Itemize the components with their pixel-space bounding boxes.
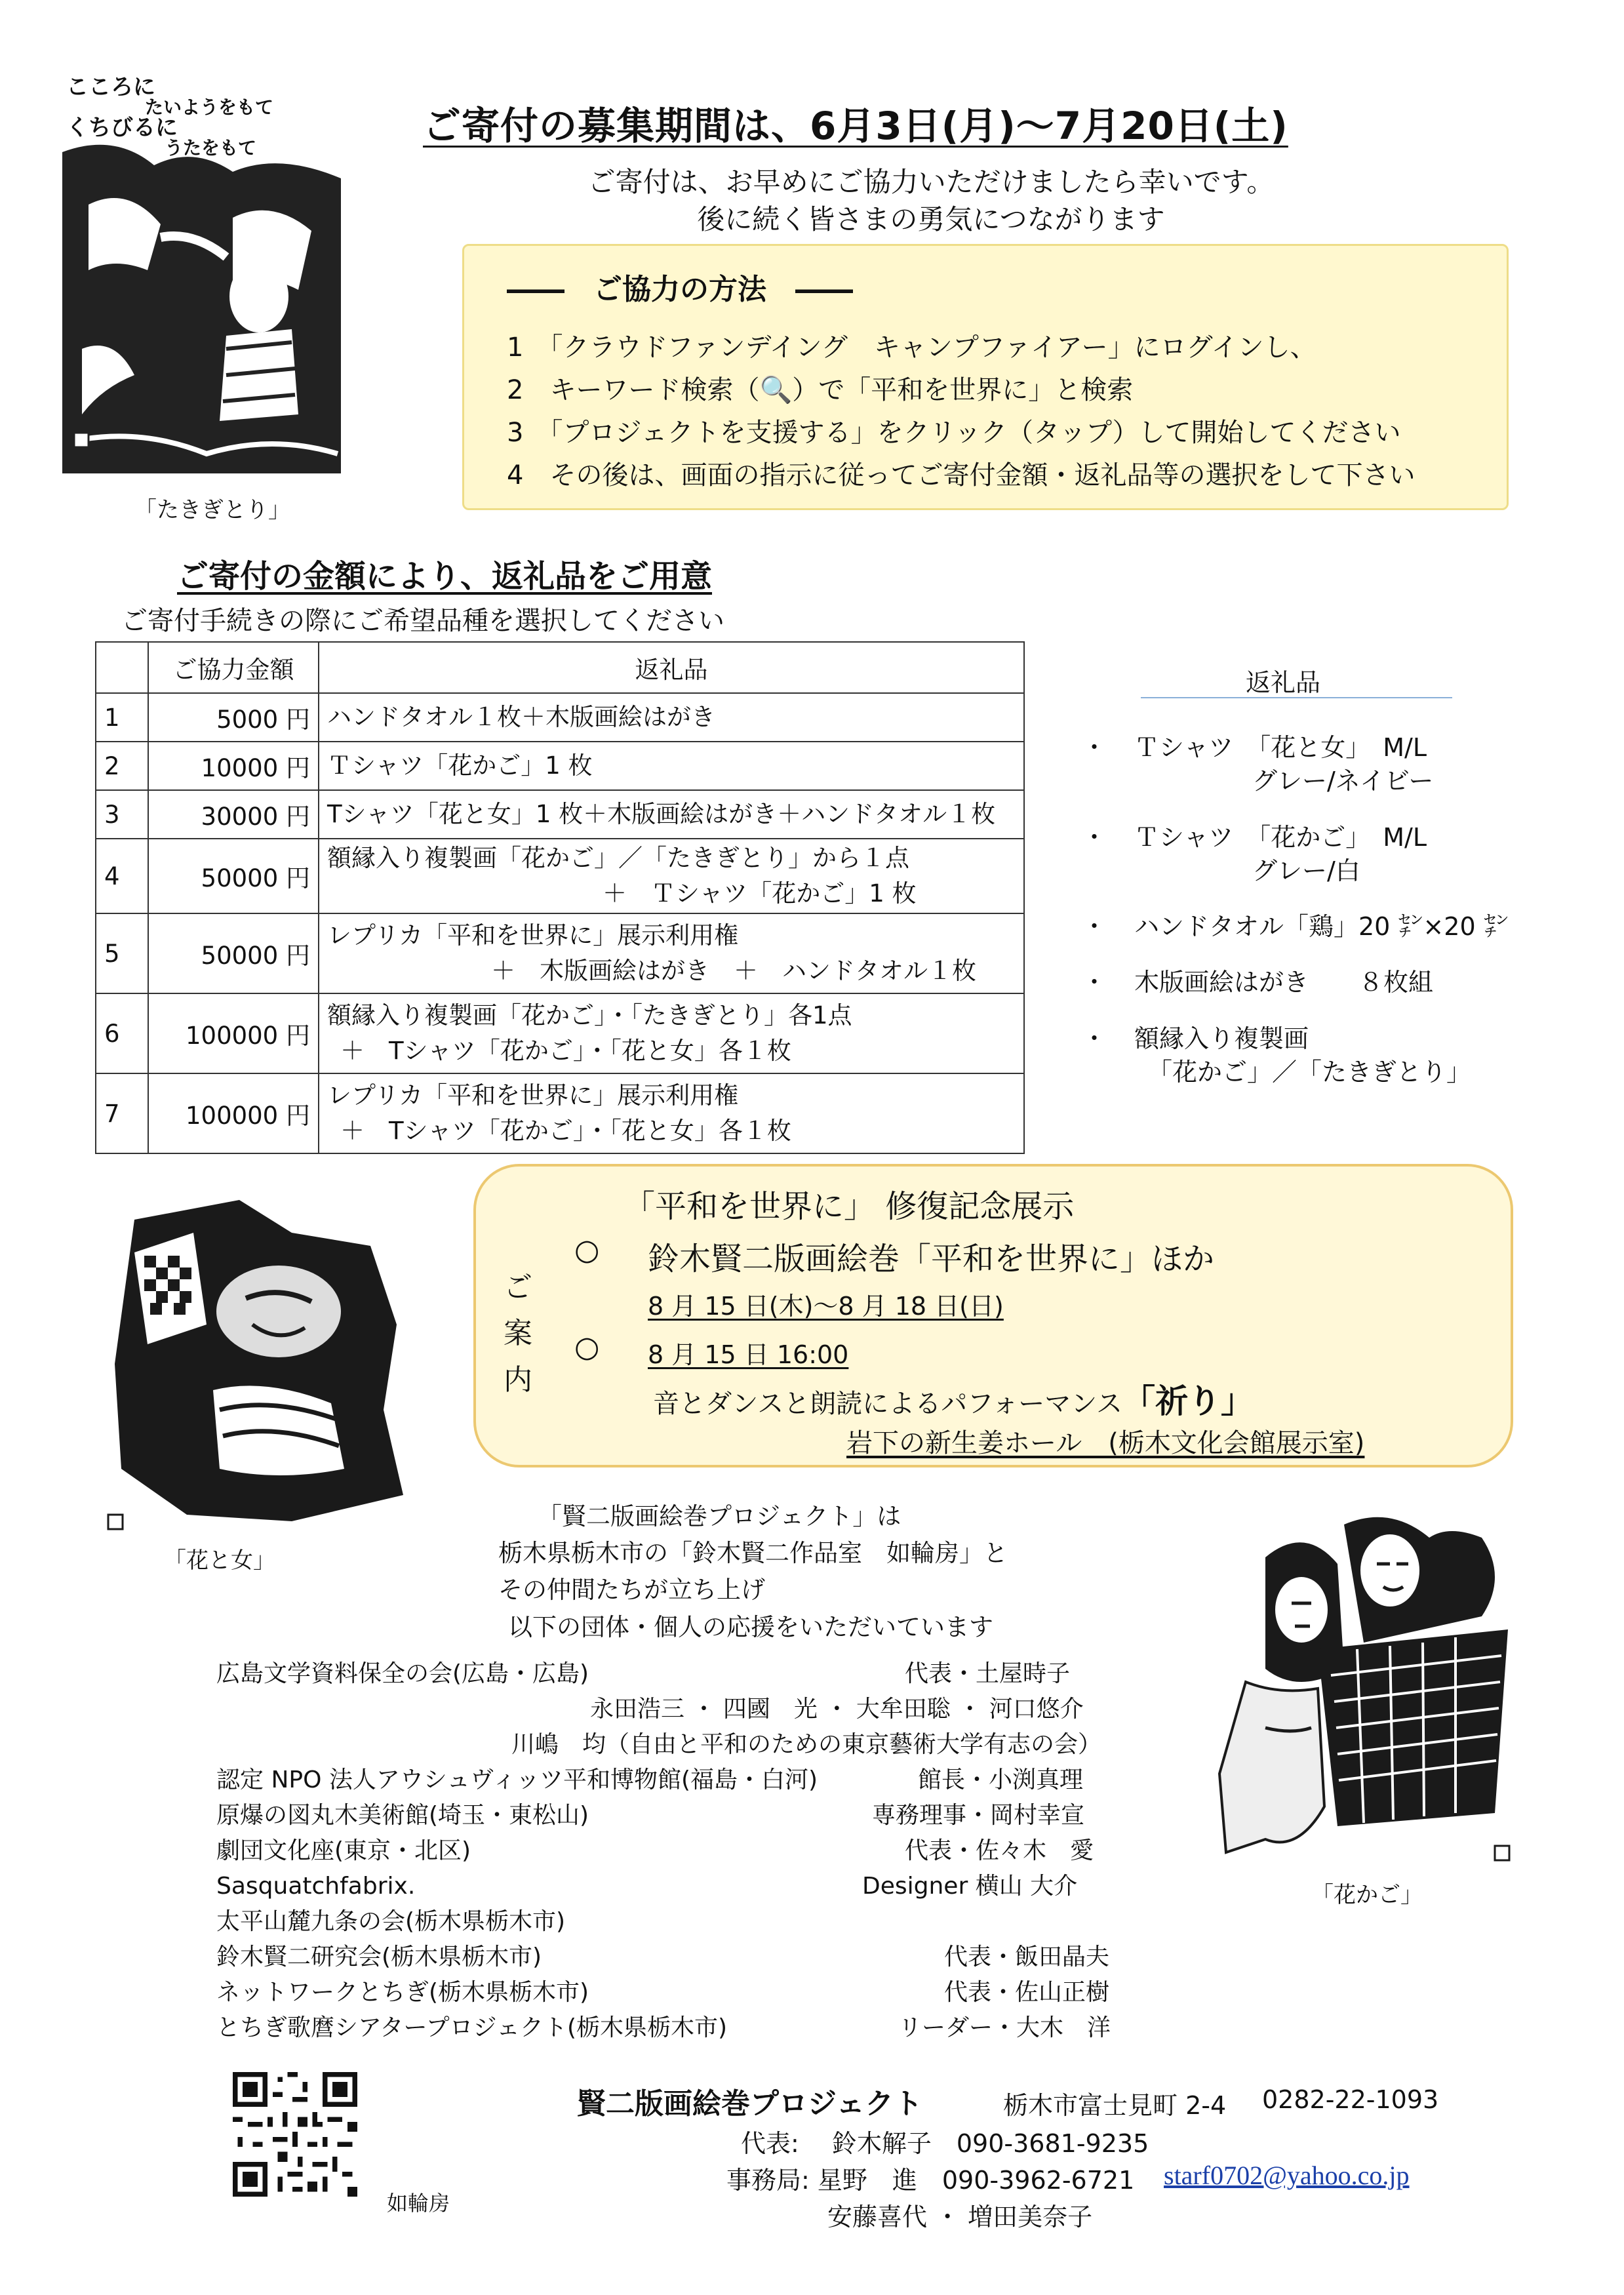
qr-caption: 如輪房	[387, 2191, 450, 2216]
supporter-name: 認定 NPO 法人アウシュヴィッツ平和博物館(福島・白河)	[216, 1766, 818, 1793]
row-gift-line-2: ＋ 木版画絵はがき ＋ ハンドタオル１枚	[491, 957, 976, 985]
row-gift	[319, 913, 1024, 993]
supporter-name: 川嶋 均（自由と平和のための東京藝術大学有志の会）	[511, 1731, 1102, 1758]
exhibition-box	[473, 1164, 1513, 1467]
exhibition-bullet-2: ○	[574, 1330, 600, 1364]
row-gift-line-1: Ｔシャツ「花かご」1 枚	[327, 751, 593, 780]
list-item	[1082, 910, 1509, 944]
footer-staff: 安藤喜代 ・ 増田美奈子	[827, 2203, 1093, 2231]
table-row	[96, 790, 1024, 839]
list-item	[1082, 1022, 1509, 1090]
intro-line-4: 以下の団体・個人の応援をいただいています	[508, 1612, 993, 1641]
table-row	[96, 993, 1024, 1073]
intro-line-2: 栃木県栃木市の「鈴木賢二作品室 如輪房」と	[498, 1539, 1008, 1568]
row-gift-line-2: ＋ Tシャツ「花かご」・「花と女」各１枚	[340, 1037, 791, 1065]
caption-hanakago: 「花かご」	[1311, 1882, 1423, 1908]
list-item-line-2: グレー/ネイビー	[1252, 767, 1434, 796]
row-gift	[319, 693, 1024, 742]
side-heading-rule	[1141, 697, 1452, 698]
supporter-name: 鈴木賢二研究会(栃木県栃木市)	[216, 1944, 542, 1970]
supporter-rep: 代表・土屋時子	[905, 1660, 1071, 1687]
row-gift-line-1: 額縁入り複製画「花かご」・「たきぎとり」各1点	[327, 1001, 852, 1030]
list-item-line-2: 「花かご」／「たきぎとり」	[1147, 1058, 1472, 1087]
supporter-name: 劇団文化座(東京・北区)	[216, 1837, 471, 1864]
caption-hana-to-onna: 「花と女」	[164, 1547, 275, 1574]
row-no: 6	[96, 993, 148, 1073]
row-gift-line-1: レプリカ「平和を世界に」展示利用権	[327, 921, 739, 950]
row-no: 7	[96, 1073, 148, 1153]
table-header-row	[96, 642, 1024, 693]
list-item-line-1: 木版画絵はがき ８枚組	[1134, 968, 1434, 997]
supporter-rep: 専務理事・岡村幸宣	[872, 1802, 1085, 1829]
supporter-name: ネットワークとちぎ(栃木県栃木市)	[216, 1979, 589, 2006]
caption-takigidori: 「たきぎとり」	[134, 497, 290, 523]
row-gift-line-1: 額縁入り複製画「花かご」／「たきぎとり」から１点	[327, 844, 909, 873]
supporter-name: 原爆の図丸木美術館(埼玉・東松山)	[216, 1802, 589, 1829]
row-gift	[319, 742, 1024, 790]
woodcut-takigidori	[62, 73, 341, 473]
row-gift	[319, 1073, 1024, 1153]
qr-code	[233, 2072, 357, 2197]
exhibition-title: 「平和を世界に」 修復記念展示	[624, 1188, 1075, 1225]
list-item-line-1: Ｔシャツ 「花かご」 M/L	[1134, 822, 1427, 852]
footer-rep: 代表: 鈴木解子 090-3681-9235	[741, 2129, 1149, 2158]
woodcut-hanakago	[1167, 1498, 1534, 1879]
supporter-rep: 代表・佐々木 愛	[905, 1837, 1094, 1864]
row-no: 5	[96, 913, 148, 993]
side-list	[1082, 731, 1509, 1111]
subtitle-line-1: ご寄付は、お早めにご協力いただけましたら幸いです。	[587, 166, 1275, 198]
footer-address: 栃木市富士見町 2-4	[1003, 2091, 1227, 2120]
supporter-rep: 代表・佐山正樹	[944, 1979, 1110, 2006]
row-no: 4	[96, 839, 148, 913]
page-title: ご寄付の募集期間は、6月3日(月)～7月20日(土)	[423, 104, 1288, 148]
supporter-name: 広島文学資料保全の会(広島・広島)	[216, 1660, 589, 1687]
supporter-rep: 代表・飯田晶夫	[944, 1944, 1110, 1970]
footer-office: 事務局: 星野 進 090-3962-6721	[726, 2166, 1135, 2195]
footer-phone: 0282-22-1093	[1262, 2085, 1439, 2114]
list-item-line-2: グレー/白	[1252, 856, 1360, 885]
header-gift: 返礼品	[319, 642, 1024, 693]
table-row	[96, 693, 1024, 742]
list-item-line-1: ハンドタオル「鶏」20 ㌢×20 ㌢	[1134, 912, 1509, 942]
side-label-3: 内	[504, 1363, 532, 1397]
row-gift-line-2: ＋ Tシャツ「花かご」・「花と女」各１枚	[340, 1117, 791, 1145]
supporter-rep: リーダー・大木 洋	[898, 2014, 1111, 2041]
exhibition-venue: 岩下の新生姜ホール (栃木文化会館展示室)	[846, 1428, 1365, 1458]
table-row	[96, 742, 1024, 790]
project-intro	[498, 1498, 1008, 1646]
footer-email[interactable]: starf0702@yahoo.co.jp	[1164, 2161, 1410, 2190]
row-amount: 50000 円	[148, 913, 319, 993]
side-label-2: 案	[504, 1317, 532, 1351]
method-step-2: 2 キーワード検索（🔍）で「平和を世界に」と検索	[507, 375, 1134, 405]
supporter-name: Sasquatchfabrix.	[216, 1873, 416, 1900]
exhibition-item-2-desc-b: 「祈り」	[1122, 1382, 1254, 1420]
exhibition-item-1: 鈴木賢二版画絵巻「平和を世界に」ほか	[648, 1241, 1215, 1277]
row-no: 1	[96, 693, 148, 742]
side-label-1: ご	[504, 1271, 532, 1304]
gifts-subtitle: ご寄付手続きの際にご希望品種を選択してください	[121, 606, 724, 636]
supporter-name: 太平山麓九条の会(栃木県栃木市)	[216, 1908, 566, 1935]
side-heading: 返礼品	[1246, 668, 1321, 697]
row-amount: 30000 円	[148, 790, 319, 839]
list-item	[1082, 966, 1509, 999]
table-row	[96, 1073, 1024, 1153]
qr-code-graphic	[233, 2072, 357, 2197]
method-box	[462, 244, 1509, 510]
table-row	[96, 913, 1024, 993]
exhibition-item-1-date: 8 月 15 日(木)～8 月 18 日(日)	[648, 1292, 1004, 1321]
footer-org: 賢二版画絵巻プロジェクト	[577, 2087, 923, 2121]
poem-line-3: くちびるに	[66, 115, 178, 141]
list-item	[1082, 731, 1509, 799]
row-amount: 5000 円	[148, 693, 319, 742]
exhibition-bullet-1: ○	[574, 1233, 600, 1267]
header-no	[96, 642, 148, 693]
row-gift-line-2: ＋ Ｔシャツ「花かご」1 枚	[603, 879, 917, 908]
row-gift	[319, 993, 1024, 1073]
gifts-title: ご寄付の金額により、返礼品をご用意	[177, 558, 713, 595]
woodcut-hana-to-onna-art	[95, 1193, 413, 1534]
exhibition-item-2-desc-a: 音とダンスと朗読によるパフォーマンス	[653, 1389, 1122, 1419]
row-no: 3	[96, 790, 148, 839]
row-gift-line-1: Tシャツ「花と女」1 枚＋木版画絵はがき＋ハンドタオル１枚	[327, 800, 996, 829]
gifts-table	[95, 641, 1025, 1154]
table-row	[96, 839, 1024, 913]
method-step-4: 4 その後は、画面の指示に従ってご寄付金額・返礼品等の選択をして下さい	[507, 460, 1416, 490]
exhibition-item-2-date: 8 月 15 日 16:00	[648, 1340, 849, 1369]
method-heading: ―― ご協力の方法 ――	[507, 273, 853, 306]
woodcut-hanakago-art	[1167, 1498, 1534, 1879]
supporter-name: 永田浩三 ・ 四國 光 ・ 大牟田聡 ・ 河口悠介	[590, 1696, 1084, 1723]
subtitle-line-2: 後に続く皆さまの勇気につながります	[697, 203, 1165, 235]
row-amount: 50000 円	[148, 839, 319, 913]
row-gift	[319, 839, 1024, 913]
list-item-line-1: 額縁入り複製画	[1134, 1024, 1309, 1053]
exhibition-item-2-desc	[653, 1375, 1254, 1422]
method-step-3: 3 「プロジェクトを支援する」をクリック（タップ）して開始してください	[507, 418, 1401, 448]
row-gift	[319, 790, 1024, 839]
list-item-line-1: Ｔシャツ 「花と女」 M/L	[1134, 733, 1427, 762]
list-item	[1082, 821, 1509, 888]
row-amount: 10000 円	[148, 742, 319, 790]
subtitle	[472, 164, 1390, 238]
method-step-1: 1 「クラウドファンデイング キャンプファイアー」にログインし、	[507, 332, 1317, 363]
poem-line-4: うたをもて	[165, 137, 257, 159]
supporter-name: とちぎ歌麿シアタープロジェクト(栃木県栃木市)	[216, 2014, 728, 2041]
exhibition-side-label	[504, 1265, 532, 1403]
row-gift-line-1: ハンドタオル１枚＋木版画絵はがき	[327, 703, 715, 732]
supporter-rep: Designer 横山 大介	[862, 1873, 1078, 1900]
poem-line-2: たいようをもて	[145, 96, 274, 118]
header-amount: ご協力金額	[148, 642, 319, 693]
poem-line-1: こころに	[66, 74, 155, 100]
supporter-rep: 館長・小渕真理	[918, 1766, 1084, 1793]
intro-line-3: その仲間たちが立ち上げ	[498, 1576, 765, 1605]
woodcut-poem	[66, 76, 273, 157]
row-gift-line-1: レプリカ「平和を世界に」展示利用権	[327, 1081, 739, 1110]
row-no: 2	[96, 742, 148, 790]
row-amount: 100000 円	[148, 993, 319, 1073]
intro-line-1: 「賢二版画絵巻プロジェクト」は	[538, 1502, 901, 1530]
woodcut-hana-to-onna	[95, 1193, 413, 1534]
row-amount: 100000 円	[148, 1073, 319, 1153]
